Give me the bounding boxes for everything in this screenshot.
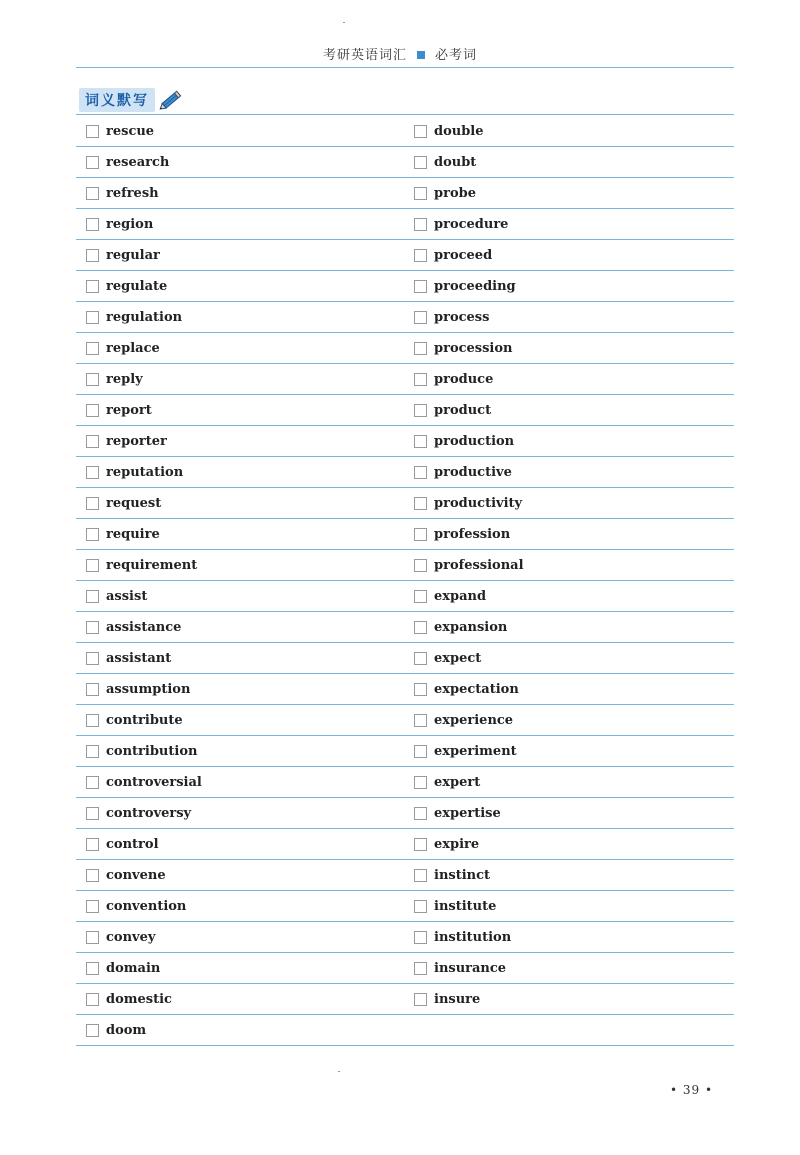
word-item-left <box>86 705 183 735</box>
word-item-left <box>86 736 197 766</box>
vocabulary-word: expand <box>434 588 487 604</box>
vocabulary-word: assistance <box>106 619 182 635</box>
vocabulary-word: productivity <box>434 495 523 511</box>
word-item-left <box>86 271 167 301</box>
word-item-left <box>86 178 159 208</box>
word-row <box>76 209 734 240</box>
word-item-right <box>414 550 524 580</box>
word-item-right <box>414 147 476 177</box>
vocabulary-word: contribute <box>106 712 183 728</box>
word-item-left <box>86 147 169 177</box>
word-item-right <box>414 302 489 332</box>
checkbox-icon[interactable] <box>414 187 427 200</box>
word-row <box>76 457 734 488</box>
vocabulary-word: rescue <box>106 123 155 139</box>
word-row <box>76 271 734 302</box>
word-item-left <box>86 395 152 425</box>
word-item-right <box>414 395 491 425</box>
vocabulary-word: expert <box>434 774 481 790</box>
word-item-right <box>414 891 496 921</box>
checkbox-icon[interactable] <box>86 311 99 324</box>
vocabulary-word: research <box>106 154 170 170</box>
word-item-left <box>86 457 183 487</box>
word-item-right <box>414 209 508 239</box>
vocabulary-word: proceeding <box>434 278 516 294</box>
vocabulary-word: controversy <box>106 805 192 821</box>
checkbox-icon[interactable] <box>86 342 99 355</box>
checkbox-icon[interactable] <box>414 900 427 913</box>
checkbox-icon[interactable] <box>414 590 427 603</box>
vocabulary-word: assumption <box>106 681 191 697</box>
word-item-right <box>414 519 510 549</box>
vocabulary-word: expansion <box>434 619 508 635</box>
checkbox-icon[interactable] <box>414 993 427 1006</box>
section-title <box>79 88 185 112</box>
checkbox-icon[interactable] <box>414 838 427 851</box>
vocabulary-word: refresh <box>106 185 159 201</box>
checkbox-icon[interactable] <box>86 869 99 882</box>
vocabulary-word: institution <box>434 929 512 945</box>
word-item-right <box>414 953 506 983</box>
checkbox-icon[interactable] <box>86 187 99 200</box>
word-item-right <box>414 457 512 487</box>
vocabulary-word: replace <box>106 340 160 356</box>
word-item-left <box>86 829 159 859</box>
word-row <box>76 116 734 147</box>
print-mark-top <box>343 22 345 23</box>
word-row <box>76 581 734 612</box>
word-item-right <box>414 116 484 146</box>
vocabulary-word: contribution <box>106 743 198 759</box>
vocabulary-word: produce <box>434 371 494 387</box>
vocabulary-word: assistant <box>106 650 172 666</box>
section-title-rule <box>76 114 734 115</box>
section-title-label: 词义默写 <box>79 88 155 112</box>
checkbox-icon[interactable] <box>414 931 427 944</box>
checkbox-icon[interactable] <box>414 497 427 510</box>
checkbox-icon[interactable] <box>86 838 99 851</box>
vocabulary-word: assist <box>106 588 148 604</box>
checkbox-icon[interactable] <box>86 125 99 138</box>
checkbox-icon[interactable] <box>86 249 99 262</box>
vocabulary-word: professional <box>434 557 524 573</box>
vocabulary-word: expectation <box>434 681 519 697</box>
vocabulary-word: profession <box>434 526 511 542</box>
word-item-left <box>86 922 155 952</box>
vocabulary-word: double <box>434 123 484 139</box>
checkbox-icon[interactable] <box>86 559 99 572</box>
word-row <box>76 302 734 333</box>
word-item-right <box>414 488 522 518</box>
word-item-left <box>86 581 147 611</box>
word-row <box>76 240 734 271</box>
word-row <box>76 550 734 581</box>
checkbox-icon[interactable] <box>86 652 99 665</box>
word-row <box>76 984 734 1015</box>
vocabulary-word: report <box>106 402 152 418</box>
checkbox-icon[interactable] <box>86 590 99 603</box>
word-item-left <box>86 550 197 580</box>
word-row <box>76 643 734 674</box>
checkbox-icon[interactable] <box>414 249 427 262</box>
word-item-right <box>414 860 490 890</box>
vocabulary-word: expire <box>434 836 480 852</box>
checkbox-icon[interactable] <box>86 714 99 727</box>
vocabulary-word: procession <box>434 340 513 356</box>
vocabulary-word: expect <box>434 650 482 666</box>
vocabulary-word: regular <box>106 247 160 263</box>
checkbox-icon[interactable] <box>86 807 99 820</box>
word-row <box>76 798 734 829</box>
vocabulary-word: reporter <box>106 433 167 449</box>
page-number: • 39 • <box>670 1083 714 1097</box>
vocabulary-word: regulation <box>106 309 183 325</box>
square-bullet-icon <box>417 51 425 59</box>
checkbox-icon[interactable] <box>414 652 427 665</box>
word-item-right <box>414 643 481 673</box>
vocabulary-word: insurance <box>434 960 507 976</box>
word-item-left <box>86 953 160 983</box>
word-item-left <box>86 240 160 270</box>
checkbox-icon[interactable] <box>414 683 427 696</box>
word-item-right <box>414 922 511 952</box>
word-row <box>76 1015 734 1046</box>
print-mark-bottom <box>338 1071 340 1072</box>
checkbox-icon[interactable] <box>86 621 99 634</box>
checkbox-icon[interactable] <box>86 776 99 789</box>
checkbox-icon[interactable] <box>414 404 427 417</box>
vocabulary-word: doom <box>106 1022 147 1038</box>
checkbox-icon[interactable] <box>86 156 99 169</box>
vocabulary-word: productive <box>434 464 512 480</box>
word-item-right <box>414 178 476 208</box>
vocabulary-word: domestic <box>106 991 172 1007</box>
word-item-left <box>86 612 181 642</box>
vocabulary-word: instinct <box>434 867 491 883</box>
word-item-left <box>86 643 171 673</box>
checkbox-icon[interactable] <box>414 280 427 293</box>
checkbox-icon[interactable] <box>414 156 427 169</box>
word-item-left <box>86 302 182 332</box>
vocabulary-word: convey <box>106 929 156 945</box>
word-item-left <box>86 364 143 394</box>
checkbox-icon[interactable] <box>414 466 427 479</box>
checkbox-icon[interactable] <box>86 218 99 231</box>
checkbox-icon[interactable] <box>414 776 427 789</box>
vocabulary-word: request <box>106 495 162 511</box>
checkbox-icon[interactable] <box>414 311 427 324</box>
vocabulary-word: experiment <box>434 743 517 759</box>
word-row <box>76 426 734 457</box>
word-item-left <box>86 333 160 363</box>
checkbox-icon[interactable] <box>414 559 427 572</box>
page-header <box>0 44 800 63</box>
word-row <box>76 395 734 426</box>
word-item-left <box>86 209 153 239</box>
vocabulary-word: convene <box>106 867 166 883</box>
word-item-right <box>414 705 513 735</box>
vocabulary-word: reply <box>106 371 143 387</box>
word-item-right <box>414 240 492 270</box>
checkbox-icon[interactable] <box>414 745 427 758</box>
checkbox-icon[interactable] <box>414 962 427 975</box>
word-item-left <box>86 891 186 921</box>
word-row <box>76 333 734 364</box>
word-item-left <box>86 798 191 828</box>
checkbox-icon[interactable] <box>414 621 427 634</box>
word-row <box>76 178 734 209</box>
word-item-right <box>414 674 519 704</box>
vocabulary-word: require <box>106 526 160 542</box>
vocabulary-word: experience <box>434 712 514 728</box>
vocabulary-word: regulate <box>106 278 168 294</box>
word-item-left <box>86 860 166 890</box>
vocabulary-word: convention <box>106 898 187 914</box>
word-item-left <box>86 519 160 549</box>
vocabulary-word: control <box>106 836 159 852</box>
word-row <box>76 612 734 643</box>
checkbox-icon[interactable] <box>86 962 99 975</box>
word-item-right <box>414 612 507 642</box>
word-item-right <box>414 581 486 611</box>
section-name: 必考词 <box>435 48 478 63</box>
checkbox-icon[interactable] <box>414 807 427 820</box>
word-item-left <box>86 767 202 797</box>
checkbox-icon[interactable] <box>86 466 99 479</box>
vocabulary-word: proceed <box>434 247 493 263</box>
word-item-right <box>414 767 480 797</box>
header-rule <box>76 67 734 68</box>
book-title: 考研英语词汇 <box>322 48 407 63</box>
vocabulary-word: probe <box>434 185 476 201</box>
word-row <box>76 147 734 178</box>
checkbox-icon[interactable] <box>414 528 427 541</box>
word-item-left <box>86 488 161 518</box>
word-row <box>76 829 734 860</box>
word-item-right <box>414 364 493 394</box>
vocabulary-word: production <box>434 433 515 449</box>
checkbox-icon[interactable] <box>86 931 99 944</box>
checkbox-icon[interactable] <box>414 125 427 138</box>
vocabulary-word: procedure <box>434 216 509 232</box>
word-row <box>76 860 734 891</box>
word-row <box>76 953 734 984</box>
vocabulary-word: doubt <box>434 154 477 170</box>
word-item-right <box>414 829 479 859</box>
word-item-right <box>414 798 501 828</box>
vocabulary-word: product <box>434 402 492 418</box>
checkbox-icon[interactable] <box>86 280 99 293</box>
checkbox-icon[interactable] <box>86 993 99 1006</box>
checkbox-icon[interactable] <box>86 900 99 913</box>
word-item-right <box>414 984 480 1014</box>
word-row <box>76 767 734 798</box>
vocabulary-word: controversial <box>106 774 202 790</box>
checkbox-icon[interactable] <box>86 404 99 417</box>
vocabulary-word: institute <box>434 898 497 914</box>
pencil-icon <box>157 88 185 112</box>
vocabulary-word: requirement <box>106 557 198 573</box>
checkbox-icon[interactable] <box>86 435 99 448</box>
word-item-right <box>414 333 513 363</box>
word-item-left <box>86 1015 146 1045</box>
checkbox-icon[interactable] <box>86 745 99 758</box>
checkbox-icon[interactable] <box>414 869 427 882</box>
word-item-left <box>86 116 154 146</box>
checkbox-icon[interactable] <box>86 373 99 386</box>
word-row <box>76 922 734 953</box>
word-row <box>76 364 734 395</box>
vocabulary-word: domain <box>106 960 161 976</box>
word-item-left <box>86 674 190 704</box>
word-row <box>76 736 734 767</box>
checkbox-icon[interactable] <box>414 435 427 448</box>
checkbox-icon[interactable] <box>86 1024 99 1037</box>
vocabulary-word: expertise <box>434 805 501 821</box>
vocabulary-word: insure <box>434 991 481 1007</box>
checkbox-icon[interactable] <box>86 528 99 541</box>
vocabulary-word: reputation <box>106 464 184 480</box>
checkbox-icon[interactable] <box>86 683 99 696</box>
word-item-left <box>86 984 172 1014</box>
word-grid <box>76 116 734 1046</box>
word-row <box>76 674 734 705</box>
word-item-left <box>86 426 167 456</box>
checkbox-icon[interactable] <box>86 497 99 510</box>
word-row <box>76 488 734 519</box>
checkbox-icon[interactable] <box>414 218 427 231</box>
word-item-right <box>414 271 516 301</box>
checkbox-icon[interactable] <box>414 342 427 355</box>
checkbox-icon[interactable] <box>414 714 427 727</box>
vocabulary-word: process <box>434 309 490 325</box>
checkbox-icon[interactable] <box>414 373 427 386</box>
word-item-right <box>414 426 514 456</box>
word-row <box>76 705 734 736</box>
word-row <box>76 891 734 922</box>
word-row <box>76 519 734 550</box>
vocabulary-word: region <box>106 216 154 232</box>
word-item-right <box>414 736 517 766</box>
